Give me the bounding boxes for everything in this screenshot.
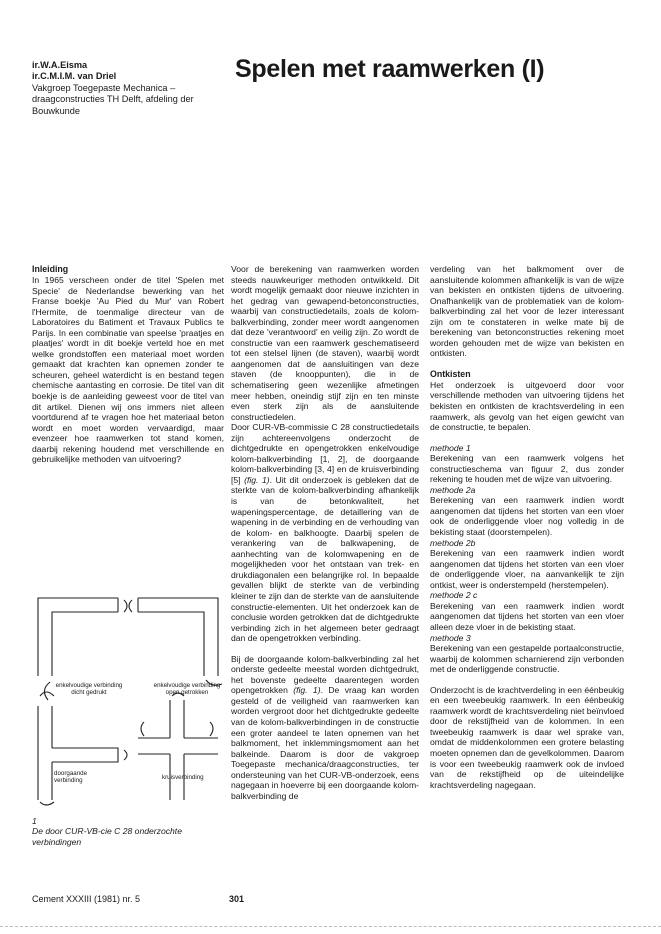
author-name-2: ir.C.M.I.M. van Driel <box>32 71 117 82</box>
author-name-1: ir.W.A.Eisma <box>32 60 88 70</box>
tr-inner-line <box>138 612 204 676</box>
tr-moment-arrow <box>129 600 132 612</box>
method-label: methode 1 <box>430 442 471 453</box>
figure-number: 1 <box>32 816 37 826</box>
journal-reference: Cement XXXIII (1981) nr. 5 <box>32 894 141 904</box>
bl-moment-arrow <box>40 692 54 696</box>
page-bottom-rule <box>0 926 661 927</box>
author-block <box>32 60 232 117</box>
tl-moment-arrow <box>44 682 50 700</box>
figure-reference: (fig. 1) <box>293 685 321 696</box>
br-moment-arrow <box>141 722 144 736</box>
figure-1 <box>30 588 230 808</box>
tl-inner-line <box>52 612 118 676</box>
method-label: methode 3 <box>430 632 471 643</box>
paragraph <box>231 654 419 802</box>
method-text: Berekening van een raamwerk indien wordt aangenomen dat tijdens het storten van een vloer alleen deze vloer in de bekisting staat. <box>430 600 624 632</box>
text-span: Bij de doorgaande kolom-balkverbinding zal het onderste gedeelte meestal worden dichtgedrukt, het bovenste gedeelte daarentegen worden opengetrokken <box>231 653 419 696</box>
page-number: 301 <box>229 894 245 904</box>
article-title: Spelen met raamwerken (I) <box>235 55 545 83</box>
method-label: methode 2a <box>430 484 476 495</box>
text-span: . Uit dit onderzoek is gebleken dat de sterkte van de kolom-balkverbinding afhankelijk is van de betonkwaliteit, het wapeningspercentage, de detaillering van de wapening in de verbinding en de verhouding van de kolom- en balkhoogte. Daarbij spelen de verankering van de balkwapening, de aanhechting van de kolomwapening en de mogelijkheden voor het ontstaan van trek- en drukdiagonalen een belangrijke rol. In bepaalde gevallen blijkt de sterkte van de verbinding kleiner te zijn dan de sterkte van de aansluitende constructie-elementen. Uit het onderzoek kan de conclusie worden getrokken dat de dichtgedrukte verbinding zich in het algemeen beter gedraagt dan de opengetrokken verbinding. <box>231 474 419 644</box>
paragraph: In 1965 verscheen onder de titel 'Spelen met Specie' de Nederlandse bewerking van het Franse boekje 'Au Pied du Mur' van Robert l'Hermite, de toenmalige directeur van de Laboratoires du Batiment et Travaux Publics te Parijs. In een combinatie van speelse 'praatjes en plaatjes' wordt in dit boekje verteld hoe en met welke grondstoffen een materiaal moet worden gemaakt dat krachten kan opnemen zonder te scheuren, geheel waterdicht is en bestand tegen chemische aantasting en corrosie. De titel van dit boekje is de aanleiding geweest voor de titel van dit artikel. Dienen wij ons immers niet alleen voortdurend af te vragen hoe het materiaal beton wordt en moet worden vervaardigd, maar evenzeer hoe raamwerken tot stand komen, daarbij rekening houdend met verschillende en gebruikelijke methoden van uitvoering? <box>32 275 224 465</box>
paragraph: Voor de berekening van raamwerken worden steeds nauwkeuriger methoden ontwikkeld. Dit wordt mogelijk gemaakt door nieuwe inzichten in het gedrag van gewapend-betonconstructies, waarbij van constructiedetails, zoals de kolom-balkverbinding, zonder meer wordt aangenomen dat deze 'verantwoord' en veilig zijn. Zo wordt de constructie van een raamwerk geschematiseerd tot een stelsel lijnen (de staven), waarbij wordt aangenomen dat de aansluitingen van deze staven (de knooppunten), die in de schematisering geen wezenlijke afmetingen meer hebben, oneindig stijf zijn en ten minste even sterk zijn als de aansluitende constructiedelen. <box>231 264 419 422</box>
section-heading-inleiding: Inleiding <box>32 264 69 274</box>
method-text: Berekening van een gestapelde portaalconstructie, waarbij de kolommen scharnierend zijn verbonden met de onderliggende constructie. <box>430 643 624 675</box>
paragraph: verdeling van het balkmoment over de aansluitende kolommen afhankelijk is van de wijze van bekisten en ontkisten tijdens de uitvoering. Onafhankelijk van de problematiek van de kolom-balkverbinding zal het voor de lezer interessant zijn om te constateren in welke mate bij de berekening van betonconstructies rekening moet worden gehouden met de wijze van bekisten en ontkisten. <box>430 264 624 359</box>
paragraph: Onderzocht is de krachtverdeling in een éénbeukig en een tweebeukig raamwerk. In een éénbeukig raamwerk wordt de krachtsverdeling niet beïnvloed door de rekstijfheid van de kolommen. In een tweebeukig raamwerk is daar wel sprake van, omdat de middenkolommen een grotere belasting moeten opnemen dan de gevelkolommen. Daarom is voor een tweebeukig raamwerk ook de invloed van de rekstijfheid op de uiteindelijke krachtsverdeling nagegaan. <box>430 684 624 790</box>
text-span: Door CUR-VB-commissie C 28 constructiedetails zijn achtereenvolgens onderzocht de dichtgedrukte en opengetrokken enkelvoudige kolom-balkverbinding [1, 2], de doorgaande kolom-balkverbinding [3, 4] en de kruisverbinding [5] <box>231 422 419 485</box>
method-text: Berekening van een raamwerk indien wordt aangenomen dat tijdens het storten van een vloer de onderliggende vloer, na aanvankelijk te zijn ontkist, weer is onderstempeld (herstempelen). <box>430 548 624 590</box>
figure-caption: De door CUR-VB-cie C 28 onderzochte verbindingen <box>32 826 182 847</box>
method-label: methode 2 c <box>430 590 478 601</box>
figure-label-bottom-right: kruisverbinding <box>162 774 204 781</box>
section-heading-ontkisten: Ontkisten <box>430 368 471 379</box>
figure-label-bottom-left: doorgaande verbinding <box>54 770 88 784</box>
figure-reference: (fig. 1) <box>244 474 270 485</box>
paragraph: Het onderzoek is uitgevoerd door voor verschillende methoden van uitvoering tijdens het bekisten en ontkisten de krachtsverdeling in een raamwerk, als gevolg van het eigen gewicht van de constructie, te bepalen. <box>430 379 624 433</box>
author-affiliation: Vakgroep Toegepaste Mechanica – draagconstructies TH Delft, afdeling der Bouwkunde <box>32 82 194 116</box>
text-span: . De vraag kan worden gesteld of de veiligheid van raamwerken kan worden vergroot door het dichtgedrukte gedeelte van de kolom-balkverbindingen in de constructie een groter aandeel te laten opnemen van het balkmoment, het inklemmingsmoment aan het balkeinde. Daarom is door de vakgroep Toegepaste mechanica/draagconstructies, ter ondersteuning van het CUR-VB-onderzoek, eens nagegaan in hoeverre bij een doorgaande kolom-balkverbinding de <box>231 685 419 801</box>
figure-label-top-left: enkelvoudige verbinding dicht gedrukt <box>55 682 123 696</box>
tl-outer-line <box>38 598 118 676</box>
column-1 <box>32 264 224 465</box>
method-text: Berekening van een raamwerk volgens het constructieschema van figuur 2, dus zonder rekening te houden met de wijze van uitvoering. <box>430 453 624 485</box>
figure-label-top-right: enkelvoudige verbinding open getrokken <box>153 682 221 696</box>
column-3 <box>430 264 624 790</box>
paragraph <box>231 422 419 643</box>
method-text: Berekening van een raamwerk indien wordt aangenomen dat tijdens het storten van een vloer ook de onderliggende vloer nog volledig in de bekisting staat (doorstempelen). <box>430 495 624 538</box>
method-label: methode 2b <box>430 537 476 548</box>
column-2 <box>231 264 419 801</box>
tr-outer-line <box>138 598 218 676</box>
